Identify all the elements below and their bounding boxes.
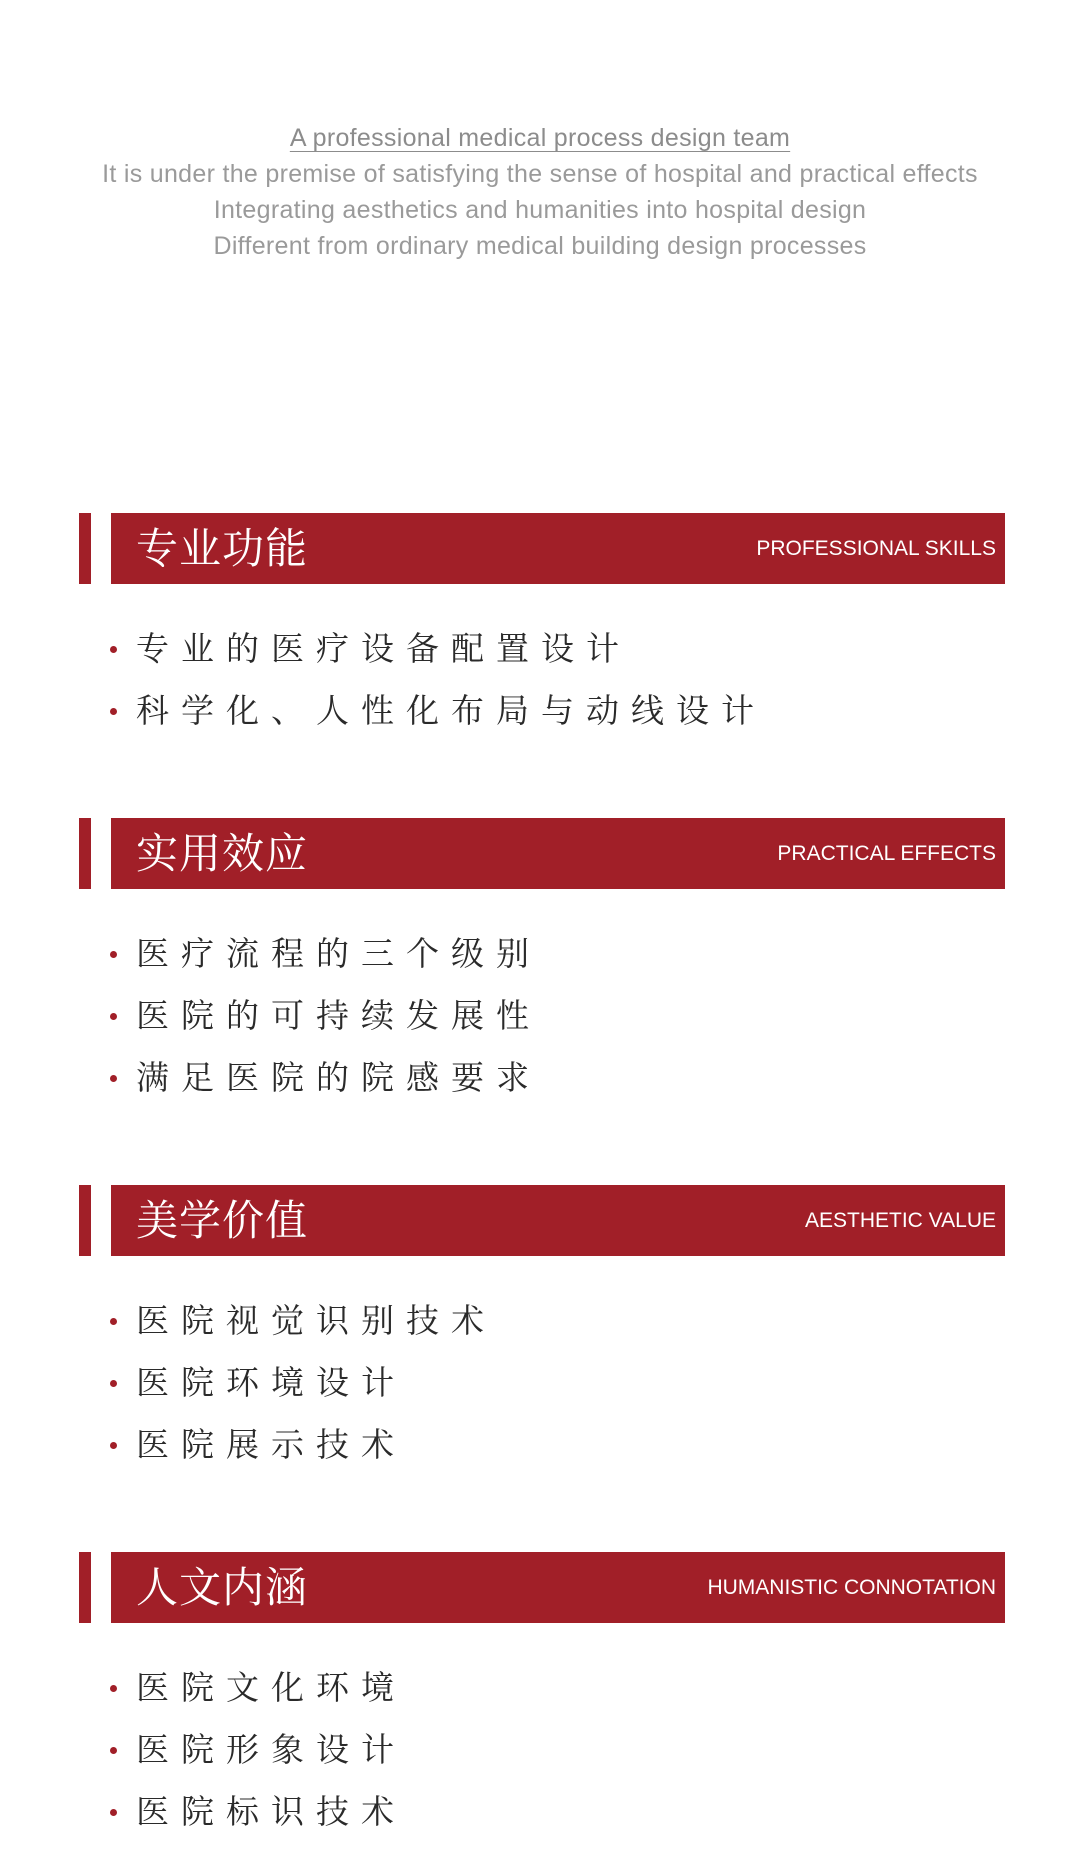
bullet-dot-icon bbox=[110, 1075, 117, 1082]
bullet-dot-icon bbox=[110, 1809, 117, 1816]
section-accent-bar bbox=[79, 1185, 91, 1256]
intro-block bbox=[0, 120, 1080, 264]
bullet-dot-icon bbox=[110, 1380, 117, 1387]
section-banner bbox=[111, 1552, 1005, 1623]
section-english-title: AESTHETIC VALUE bbox=[805, 1209, 996, 1232]
list-item-text: 医院视觉识别技术 bbox=[136, 1301, 496, 1340]
list-item-text: 专业的医疗设备配置设计 bbox=[136, 629, 631, 668]
list-item-text: 医院环境设计 bbox=[136, 1363, 406, 1402]
section-accent-bar bbox=[79, 818, 91, 889]
section-english-title: HUMANISTIC CONNOTATION bbox=[707, 1576, 996, 1599]
intro-line: Integrating aesthetics and humanities into hospital design bbox=[213, 196, 867, 224]
section-title: 人文内涵 bbox=[136, 1563, 309, 1612]
section-accent-bar bbox=[79, 513, 91, 584]
intro-tagline: A professional medical process design team bbox=[289, 124, 791, 152]
section-title: 实用效应 bbox=[136, 829, 309, 878]
section-accent-bar bbox=[79, 1552, 91, 1623]
list-item-text: 医院展示技术 bbox=[136, 1425, 406, 1464]
bullet-dot-icon bbox=[110, 1318, 117, 1325]
bullet-dot-icon bbox=[110, 951, 117, 958]
list-item-text: 医疗流程的三个级别 bbox=[136, 934, 541, 973]
bullet-dot-icon bbox=[110, 708, 117, 715]
list-item-text: 满足医院的院感要求 bbox=[136, 1058, 541, 1097]
intro-line: It is under the premise of satisfying the sense of hospital and practical effects bbox=[102, 160, 978, 188]
section-english-title: PRACTICAL EFFECTS bbox=[777, 842, 996, 865]
bullet-dot-icon bbox=[110, 1013, 117, 1020]
list-item-text: 科学化、人性化布局与动线设计 bbox=[136, 691, 766, 730]
list-item-text: 医院文化环境 bbox=[136, 1668, 406, 1707]
bullet-dot-icon bbox=[110, 646, 117, 653]
intro-line: Different from ordinary medical building design processes bbox=[213, 232, 867, 260]
section-english-title: PROFESSIONAL SKILLS bbox=[756, 537, 996, 560]
list-item-text: 医院的可持续发展性 bbox=[136, 996, 541, 1035]
section-title: 美学价值 bbox=[136, 1196, 309, 1245]
bullet-dot-icon bbox=[110, 1747, 117, 1754]
section-banner bbox=[111, 1185, 1005, 1256]
bullet-dot-icon bbox=[110, 1442, 117, 1449]
section-title: 专业功能 bbox=[136, 524, 309, 573]
bullet-dot-icon bbox=[110, 1685, 117, 1692]
list-item-text: 医院标识技术 bbox=[136, 1792, 406, 1831]
list-item-text: 医院形象设计 bbox=[136, 1730, 406, 1769]
section-banner bbox=[111, 513, 1005, 584]
section-banner bbox=[111, 818, 1005, 889]
